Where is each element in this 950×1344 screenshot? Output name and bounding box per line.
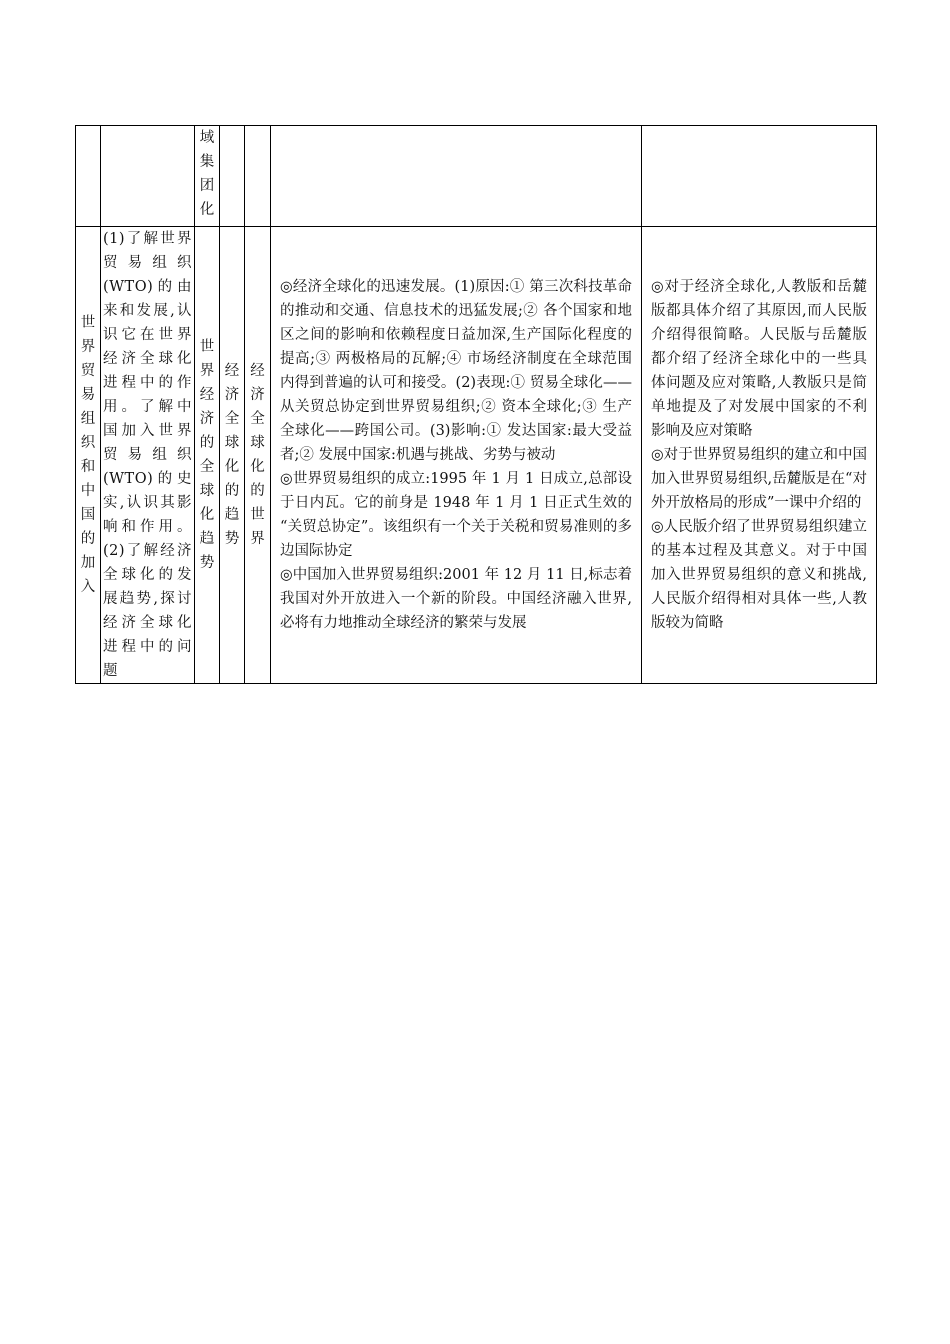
comparison-paragraph: ◎人民版介绍了世界贸易组织建立的基本过程及其意义。对于中国加入世界贸易组织的意义和挑战,人民版介绍得相对具体一些,人教版较为简略 [651,519,867,631]
comparison-paragraph: ◎对于世界贸易组织的建立和中国加入世界贸易组织,岳麓版是在“对外开放格局的形成”一课中介绍的 [651,447,867,511]
content-paragraph: ◎经济全球化的迅速发展。(1)原因:① 第三次科技革命的推动和交通、信息技术的迅猛发展;② 各个国家和地区之间的影响和依赖程度日益加深,生产国际化程度的提高;③ 两极格局的瓦解;④ 市场经济制度在全球范围内得到普遍的认可和接受。(2)表现:① 贸易全球化——从关贸总协定到世界贸易组织;② 资本全球化;③ 生产全球化——跨国公司。(3)影响:① 发达国家:最大受益者;② 发展中国家:机遇与挑战、劣势与被动 [280,279,632,463]
table-row-top [76,126,877,227]
cell-empty-4 [220,126,245,227]
content-paragraph: ◎世界贸易组织的成立:1995 年 1 月 1 日成立,总部设于日内瓦。它的前身是 1948 年 1 月 1 日正式生效的 “关贸总协定”。该组织有一个关于关税和贸易准则的多边国际协定 [280,471,632,559]
content-paragraph: ◎中国加入世界贸易组织:2001 年 12 月 11 日,标志着我国对外开放进入一个新的阶段。中国经济融入世界,必将有力地推动全球经济的繁荣与发展 [280,567,632,631]
curriculum-table [75,125,877,684]
region-group-text: 域 集 团 化 [199,130,215,218]
table-row-main [76,227,877,684]
cell-empty-6 [271,126,642,227]
cell-unit-c [245,227,271,684]
unit-c-text: 经 济 全 球 化 的 世 界 [250,363,265,547]
cell-empty-1 [76,126,101,227]
cell-empty-5 [245,126,271,227]
cell-region-group [195,126,220,227]
cell-topic [76,227,101,684]
cell-unit-a [195,227,220,684]
unit-b-text: 经 济 全 球 化 的 趋 势 [224,363,240,547]
topic-text: 世 界 贸 易 组 织 和 中 国 的 加 入 [80,315,96,595]
standards-text: (1)了解世界贸易组织(WTO)的由来和发展,认识它在世界经济全球化进程中的作用。了解中国加入世界贸易组织(WTO)的史实,认识其影响和作用。(2)了解经济全球化的发展趋势,探讨经济全球化进程中的问题 [103,231,192,679]
cell-comparison [642,227,877,684]
unit-a-text: 世 界 经 济 的 全 球 化 趋 势 [199,339,215,571]
cell-unit-b [220,227,245,684]
cell-empty-2 [101,126,195,227]
cell-empty-7 [642,126,877,227]
cell-content [271,227,642,684]
cell-standards [101,227,195,684]
comparison-paragraph: ◎对于经济全球化,人教版和岳麓版都具体介绍了其原因,而人民版介绍得很简略。人民版与岳麓版都介绍了经济全球化中的一些具体问题及应对策略,人教版只是简单地提及了对发展中国家的不利影响及应对策略 [651,279,867,439]
